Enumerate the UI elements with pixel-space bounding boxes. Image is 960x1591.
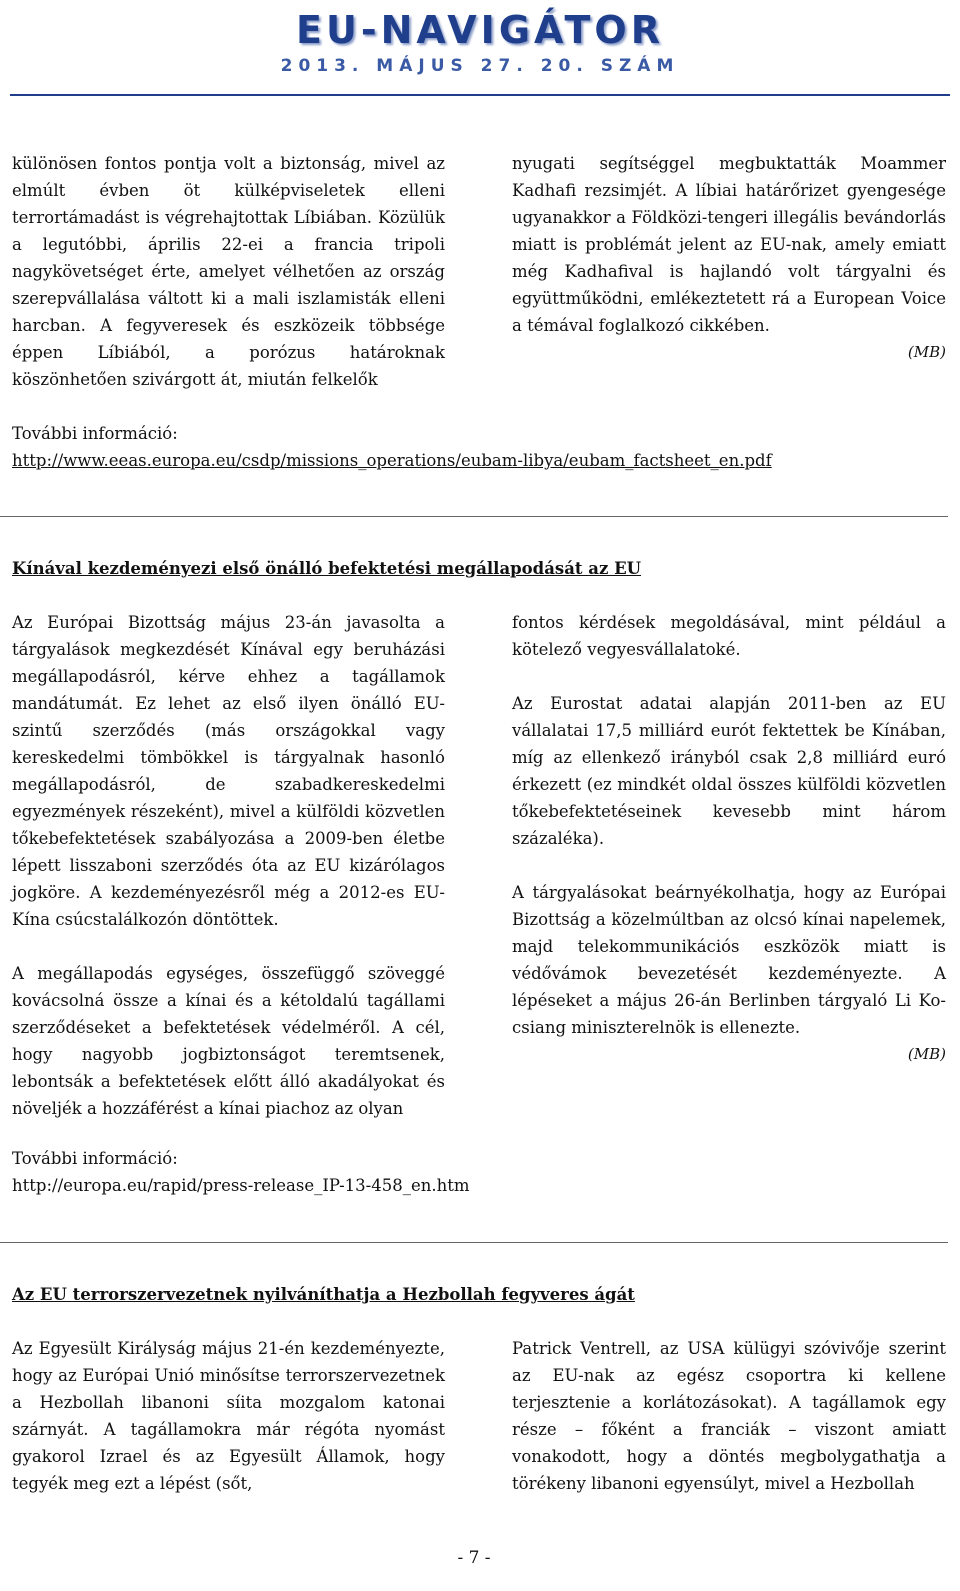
page-number: - 7 - (457, 1548, 491, 1568)
newsletter-title: EU-NAVIGÁTOR (296, 8, 664, 52)
article1-info (12, 420, 772, 474)
article1-right-text: nyugati segítséggel megbuktatták Moammer Kadhafi rezsimjét. A líbiai határőrizet gyengesége ugyanakkor a Földközi-tengeri illegális bevándorlás miatt is problémát jelent az EU-nak, amely emiatt még Kadhafival is hajlandó volt tárgyalni és együttműködni, emlékeztetett rá a European Voice a témával foglalkozó cikkében. (512, 154, 946, 335)
masthead (0, 8, 960, 78)
article3-left-column (12, 1335, 445, 1497)
section-divider-2 (0, 1242, 948, 1243)
article2-right-paragraph: A tárgyalásokat beárnyékolhatja, hogy az Európai Bizottság a közelmúltban az olcsó kínai napelemek, majd telekommunikációs eszközök miatt is védővámok bevezetését kezdeményezte. A lépéseket a május 26-án Berlinben tárgyaló Li Ko-csiang miniszterelnök is ellenezte. (512, 883, 946, 1037)
issue-line: 2013. MÁJUS 27. 20. SZÁM (280, 56, 680, 76)
article1-right-column (512, 150, 946, 366)
article2-right-paragraph: fontos kérdések megoldásával, mint például a kötelező vegyesvállalatoké. (512, 613, 946, 659)
masthead-rule (10, 94, 950, 96)
article2-info-link[interactable]: http://europa.eu/rapid/press-release_IP-13-458_en.htm (12, 1176, 470, 1195)
article2-left-column (12, 609, 445, 1122)
article1-signature: (MB) (907, 343, 946, 361)
article3-right-text: Patrick Ventrell, az USA külügyi szóvivője szerint az EU-nak az egész csoportra ki kellene terjesztenie a korlátozásokat). A tagállamok egy része – főként a franciák – viszont amiatt vonakodott, hogy a döntés megbolygathatja a törékeny libanoni egyensúlyt, mivel a Hezbollah (512, 1339, 946, 1493)
article2-right-column (512, 609, 946, 1068)
article1-left-text: különösen fontos pontja volt a biztonság, mivel az elmúlt évben öt külképviseletek elleni terrortámadást is végrehajtottak Líbiában. Közülük a legutóbbi, április 22-ei a francia tripoli nagykövetséget érte, amelyet vélhetően az ország szerepvállalása váltott ki a mali iszlamisták elleni harcban. A fegyveresek és eszközeik többsége éppen Líbiából, a porózus határoknak köszönhetően szivárgott át, miután felkelők (12, 154, 445, 389)
article3-headline: Az EU terrorszervezetnek nyilváníthatja a Hezbollah fegyveres ágát (12, 1285, 635, 1304)
article2-info (12, 1145, 470, 1199)
article2-right-paragraph: Az Eurostat adatai alapján 2011-ben az EU vállalatai 17,5 milliárd eurót fektettek be Kínában, míg az ellenkező irányból csak 2,8 milliárd euró érkezett (ez mindkét oldal összes külföldi közvetlen tőkebefektetéseinek kevesebb mint három százaléka). (512, 694, 946, 848)
article2-headline: Kínával kezdeményezi első önálló befektetési megállapodását az EU (12, 559, 642, 578)
article1-left-column (12, 150, 445, 393)
article2-left-paragraph: Az Európai Bizottság május 23-án javasolta a tárgyalások megkezdését Kínával egy beruházási megállapodásról, kérve ehhez a tagállamok mandátumát. Ez lehet az első ilyen önálló EU-szintű szerződés (más országokkal vagy kereskedelmi tömbökkel is tárgyalnak hasonló megállapodásról, de szabadkereskedelmi egyezmények részeként), mivel a külföldi közvetlen tőkebefektetések szabályozása a 2009-ben életbe lépett lisszaboni szerződés óta az EU kizárólagos jogköre. A kezdeményezésről még a 2012-es EU-Kína csúcstalálkozón döntöttek. (12, 613, 445, 929)
article2-info-label: További információ: (12, 1149, 178, 1168)
article2-left-paragraph: A megállapodás egységes, összefüggő szöveggé kovácsolná össze a kínai és a kétoldalú tagállami szerződéseket a befektetések védelméről. A cél, hogy nagyobb jogbiztonságot teremtsenek, lebontsák a befektetések előtt álló akadályokat és növeljék a hozzáférést a kínai piachoz az olyan (12, 964, 445, 1118)
section-divider-1 (0, 516, 948, 517)
article1-info-label: További információ: (12, 424, 178, 443)
article3-left-text: Az Egyesült Királyság május 21-én kezdeményezte, hogy az Európai Unió minősítse terrorszervezetnek a Hezbollah libanoni síita mozgalom katonai szárnyát. A tagállamokra már régóta nyomást gyakorol Izrael és az Egyesült Államok, hogy tegyék meg ezt a lépést (sőt, (12, 1339, 445, 1493)
article3-right-column (512, 1335, 946, 1497)
article1-info-link[interactable]: http://www.eeas.europa.eu/csdp/missions_operations/eubam-libya/eubam_factsheet_en.pdf (12, 451, 772, 470)
article2-signature: (MB) (907, 1045, 946, 1063)
